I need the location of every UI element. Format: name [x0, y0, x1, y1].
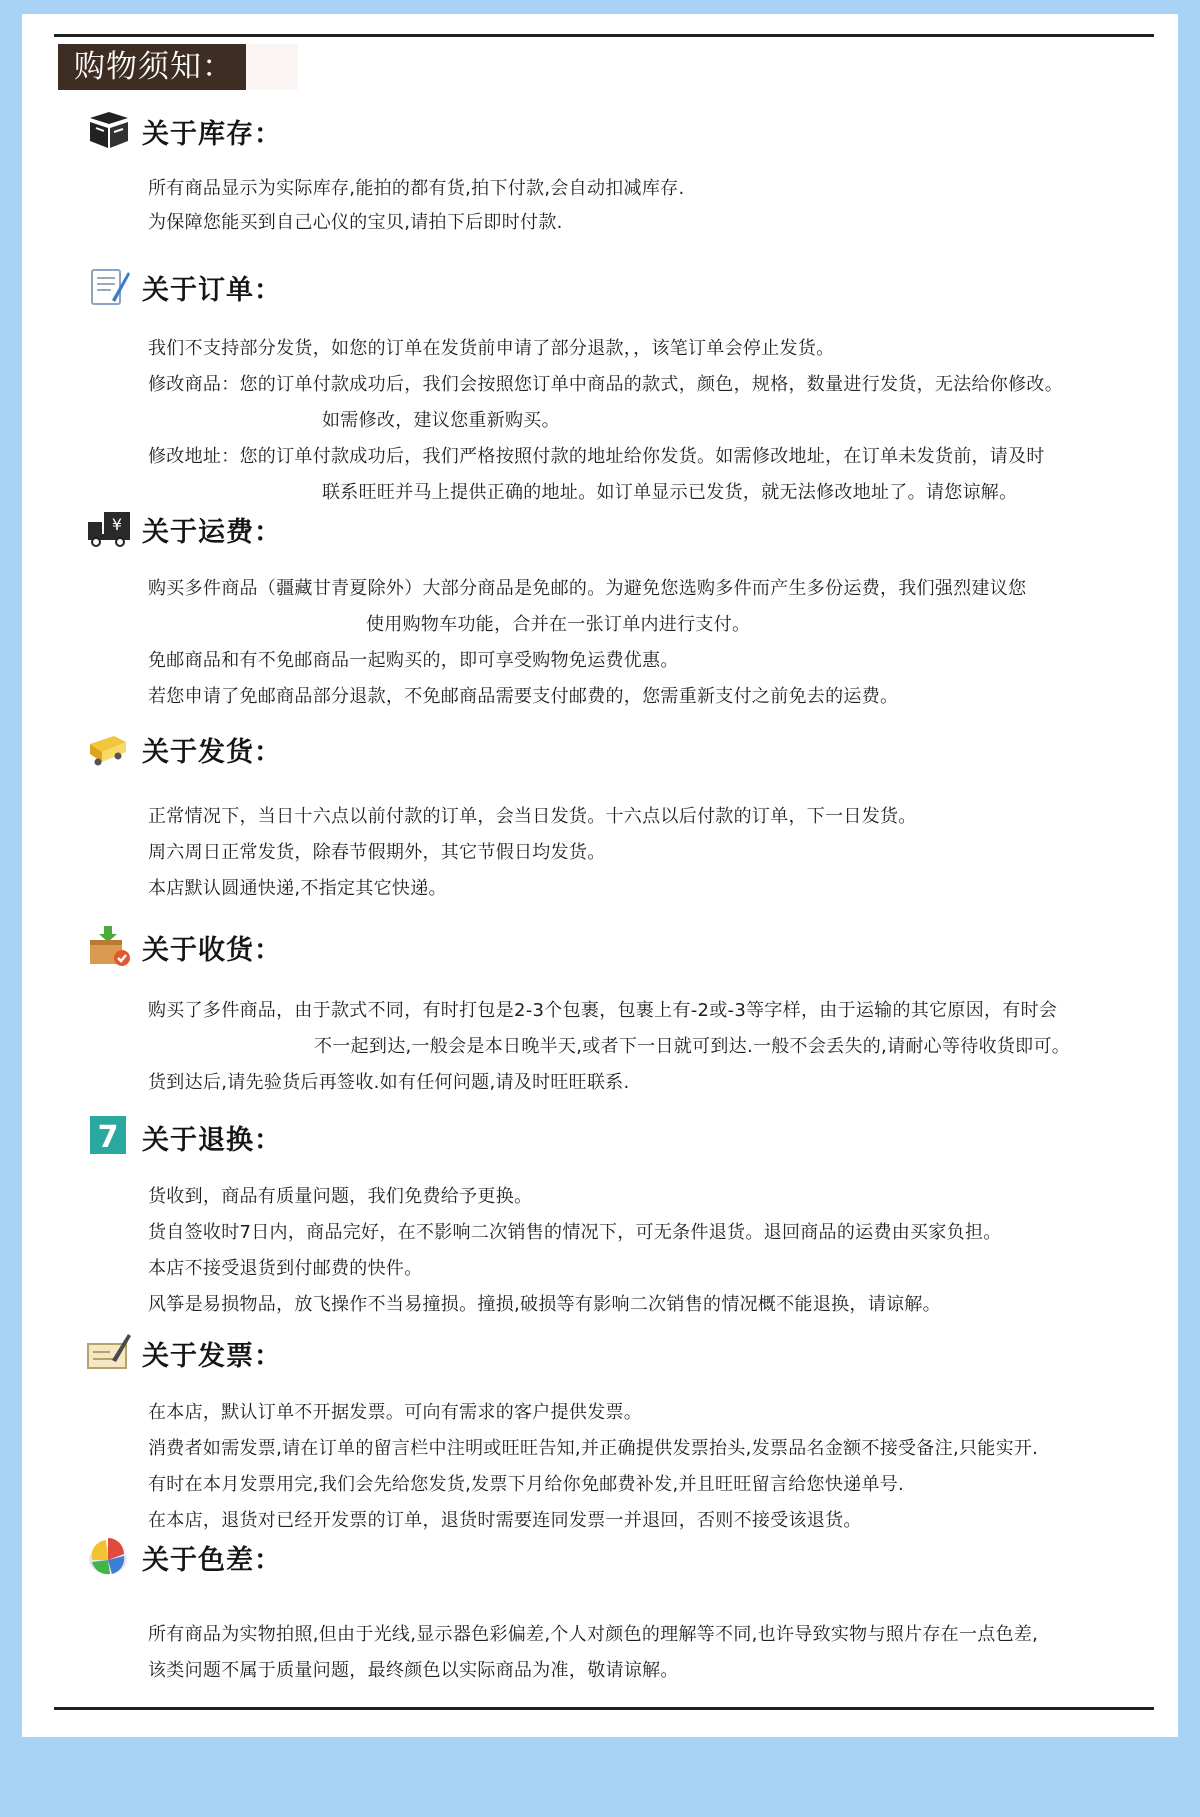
notice-sheet	[22, 14, 1178, 1737]
text-line: 货收到，商品有质量问题，我们免费给予更换。	[148, 1186, 533, 1207]
svg-text:7: 7	[97, 1120, 119, 1155]
box-stack-icon	[86, 108, 132, 152]
text-line: 如需修改，建议您重新购买。	[322, 410, 560, 431]
text-line: 有时在本月发票用完,我们会先给您发货,发票下月给你免邮费补发,并且旺旺留言给您快递单号.	[148, 1474, 905, 1495]
text-line: 风筝是易损物品，放飞操作不当易撞损。撞损,破损等有影响二次销售的情况概不能退换，请谅解。	[148, 1294, 941, 1315]
invoice-pen-icon	[86, 1330, 132, 1374]
delivery-truck-yen-icon	[86, 506, 132, 550]
section-title: 关于订单：	[142, 275, 282, 306]
title-banner	[58, 44, 298, 90]
text-line: 联系旺旺并马上提供正确的地址。如订单显示已发货，就无法修改地址了。请您谅解。	[322, 482, 1018, 503]
text-line: 购买多件商品（疆藏甘青夏除外）大部分商品是免邮的。为避免您选购多件而产生多份运费，我们强烈建议您	[148, 578, 1027, 599]
text-line: 货到达后,请先验货后再签收.如有任何问题,请及时旺旺联系.	[148, 1072, 630, 1093]
text-line: 购买了多件商品，由于款式不同，有时打包是2-3个包裹，包裹上有-2或-3等字样，由于运输的其它原因，有时会	[148, 1000, 1058, 1021]
text-line: 修改商品：您的订单付款成功后，我们会按照您订单中商品的款式，颜色，规格，数量进行发货，无法给你修改。	[148, 374, 1063, 395]
text-line: 该类问题不属于质量问题，最终颜色以实际商品为准，敬请谅解。	[148, 1660, 679, 1681]
text-line: 修改地址：您的订单付款成功后，我们严格按照付款的地址给你发货。如需修改地址，在订单未发货前，请及时	[148, 446, 1045, 467]
text-line: 在本店，默认订单不开据发票。可向有需求的客户提供发票。	[148, 1402, 643, 1423]
text-line: 货自签收时7日内，商品完好，在不影响二次销售的情况下，可无条件退货。退回商品的运费由买家负担。	[148, 1222, 1002, 1243]
text-line: 不一起到达,一般会是本日晚半天,或者下一日就可到达.一般不会丢失的,请耐心等待收货即可。	[314, 1036, 1071, 1057]
text-line: 周六周日正常发货，除春节假期外，其它节假日均发货。	[148, 842, 606, 863]
text-line: 消费者如需发票,请在订单的留言栏中注明或旺旺告知,并正确提供发票抬头,发票品名金额不接受备注,只能实开.	[148, 1438, 1039, 1459]
color-palette-icon	[86, 1534, 132, 1578]
text-line: 所有商品为实物拍照,但由于光线,显示器色彩偏差,个人对颜色的理解等不同,也许导致实物与照片存在一点色差,	[148, 1624, 1039, 1645]
text-line: 免邮商品和有不免邮商品一起购买的，即可享受购物免运费优惠。	[148, 650, 679, 671]
yellow-truck-icon	[86, 726, 132, 770]
bottom-divider	[54, 1707, 1154, 1710]
text-line: 若您申请了免邮商品部分退款，不免邮商品需要支付邮费的，您需重新支付之前免去的运费。	[148, 686, 899, 707]
text-line: 所有商品显示为实际库存,能拍的都有货,拍下付款,会自动扣减库存.	[148, 178, 685, 199]
section-title: 关于色差：	[142, 1545, 282, 1576]
top-divider	[54, 34, 1154, 37]
text-line: 在本店，退货对已经开发票的订单，退货时需要连同发票一并退回，否则不接受该退货。	[148, 1510, 862, 1531]
text-line: 本店不接受退货到付邮费的快件。	[148, 1258, 423, 1279]
text-line: 正常情况下，当日十六点以前付款的订单，会当日发货。十六点以后付款的订单，下一日发货。	[148, 806, 917, 827]
text-line: 为保障您能买到自己心仪的宝贝,请拍下后即时付款.	[148, 212, 563, 233]
text-line: 使用购物车功能，合并在一张订单内进行支付。	[366, 614, 751, 635]
section-title: 关于发货：	[142, 737, 282, 768]
section-title: 关于库存：	[142, 119, 282, 150]
section-title: 关于收货：	[142, 935, 282, 966]
section-title: 关于运费：	[142, 517, 282, 548]
notepad-pencil-icon	[86, 264, 132, 308]
number-seven-icon	[86, 1114, 132, 1158]
text-line: 我们不支持部分发货，如您的订单在发货前申请了部分退款，，该笔订单会停止发货。	[148, 338, 835, 359]
section-title: 关于发票：	[142, 1341, 282, 1372]
page-title: 购物须知：	[58, 44, 246, 90]
package-check-icon	[86, 924, 132, 968]
text-line: 本店默认圆通快递,不指定其它快递。	[148, 878, 447, 899]
svg-text:¥: ¥	[111, 515, 123, 534]
section-title: 关于退换：	[142, 1125, 282, 1156]
